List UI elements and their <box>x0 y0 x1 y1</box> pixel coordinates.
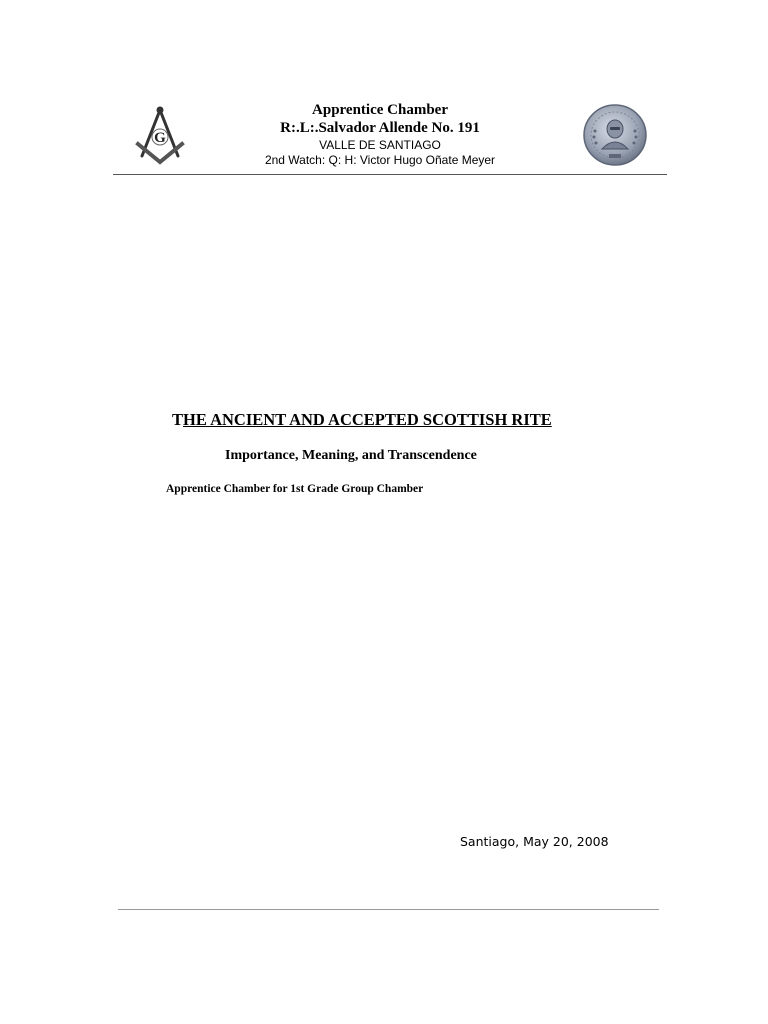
document-subtitle: Importance, Meaning, and Transcendence <box>225 448 477 463</box>
document-audience: Apprentice Chamber for 1st Grade Group Chamber <box>166 483 424 495</box>
svg-text:G: G <box>154 130 166 146</box>
letterhead <box>200 102 560 168</box>
chamber-title: Apprentice Chamber <box>312 102 448 118</box>
valley-name: VALLE DE SANTIAGO <box>319 138 441 152</box>
place-and-date: Santiago, May 20, 2008 <box>460 834 609 849</box>
header-divider <box>113 174 667 175</box>
lodge-name: R:.L:.Salvador Allende No. 191 <box>280 120 480 136</box>
square-and-compass-icon <box>132 104 188 166</box>
document-title <box>172 410 552 430</box>
document-title-initial: T <box>172 410 184 429</box>
document-title-rest: HE ANCIENT AND ACCEPTED SCOTTISH RITE <box>183 410 552 429</box>
footer-divider <box>118 909 659 910</box>
watch-author: 2nd Watch: Q: H: Victor Hugo Oñate Meyer <box>264 153 496 167</box>
commemorative-medal-icon <box>582 103 648 167</box>
